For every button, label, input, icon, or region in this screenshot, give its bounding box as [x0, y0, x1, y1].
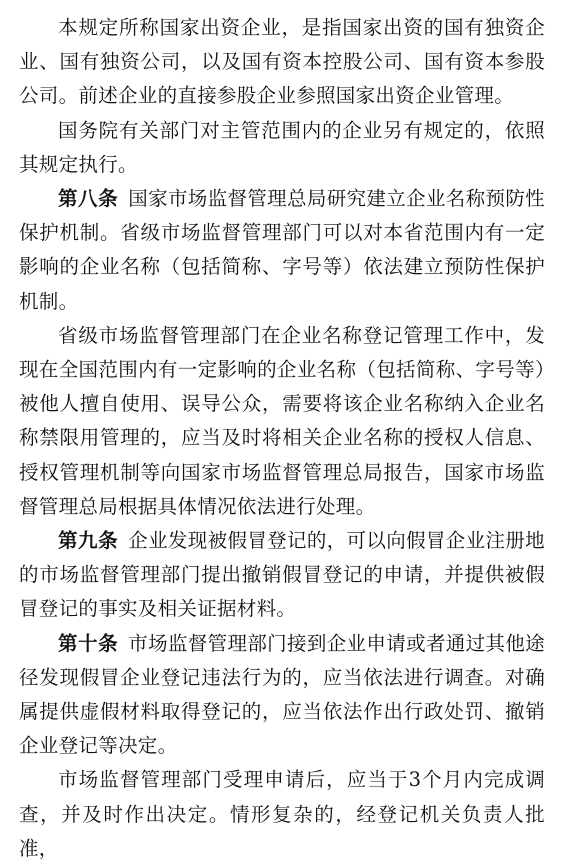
paragraph-text: 国家市场监督管理总局研究建立企业名称预防性保护机制。省级市场监督管理部门可以对本省范围内有一定影响的企业名称（包括简称、字号等）依法建立预防性保护机制。	[19, 187, 545, 313]
paragraph-text: 省级市场监督管理部门在企业名称登记管理工作中，发现在全国范围内有一定影响的企业名称（包括简称、字号等）被他人擅自使用、误导公众，需要将该企业名称纳入企业名称禁限用管理的，应当及时将相关企业名称的授权人信息、授权管理机制等向国家市场监督管理总局报告，国家市场监督管理总局根据具体情况依法进行处理。	[19, 323, 545, 518]
paragraph-text: 企业发现被假冒登记的，可以向假冒企业注册地的市场监督管理部门提出撤销假冒登记的申请，并提供被假冒登记的事实及相关证据材料。	[19, 529, 545, 621]
article-8-heading: 第八条	[58, 187, 119, 211]
paragraph-text: 市场监督管理部门接到企业申请或者通过其他途径发现假冒企业登记违法行为的，应当依法进行调查。对确属提供虚假材料取得登记的，应当依法作出行政处罚、撤销企业登记等决定。	[19, 631, 545, 758]
article-8-paragraph	[19, 182, 545, 319]
paragraph-investigation-deadline	[19, 763, 545, 866]
paragraph-state-funded-definition	[19, 11, 545, 114]
paragraph-state-council-exception	[19, 114, 545, 182]
article-10-paragraph	[19, 627, 545, 764]
paragraph-provincial-report	[19, 319, 545, 524]
paragraph-text: 本规定所称国家出资企业，是指国家出资的国有独资企业、国有独资公司，以及国有资本控股公司、国有资本参股公司。前述企业的直接参股企业参照国家出资企业管理。	[19, 16, 545, 108]
article-10-heading: 第十条	[58, 631, 119, 655]
article-9-heading: 第九条	[58, 529, 119, 553]
paragraph-text: 市场监督管理部门受理申请后，应当于3个月内完成调查，并及时作出决定。情形复杂的，经登记机关负责人批准，	[19, 768, 545, 860]
article-9-paragraph	[19, 524, 545, 627]
paragraph-text: 国务院有关部门对主管范围内的企业另有规定的，依照其规定执行。	[19, 118, 545, 176]
